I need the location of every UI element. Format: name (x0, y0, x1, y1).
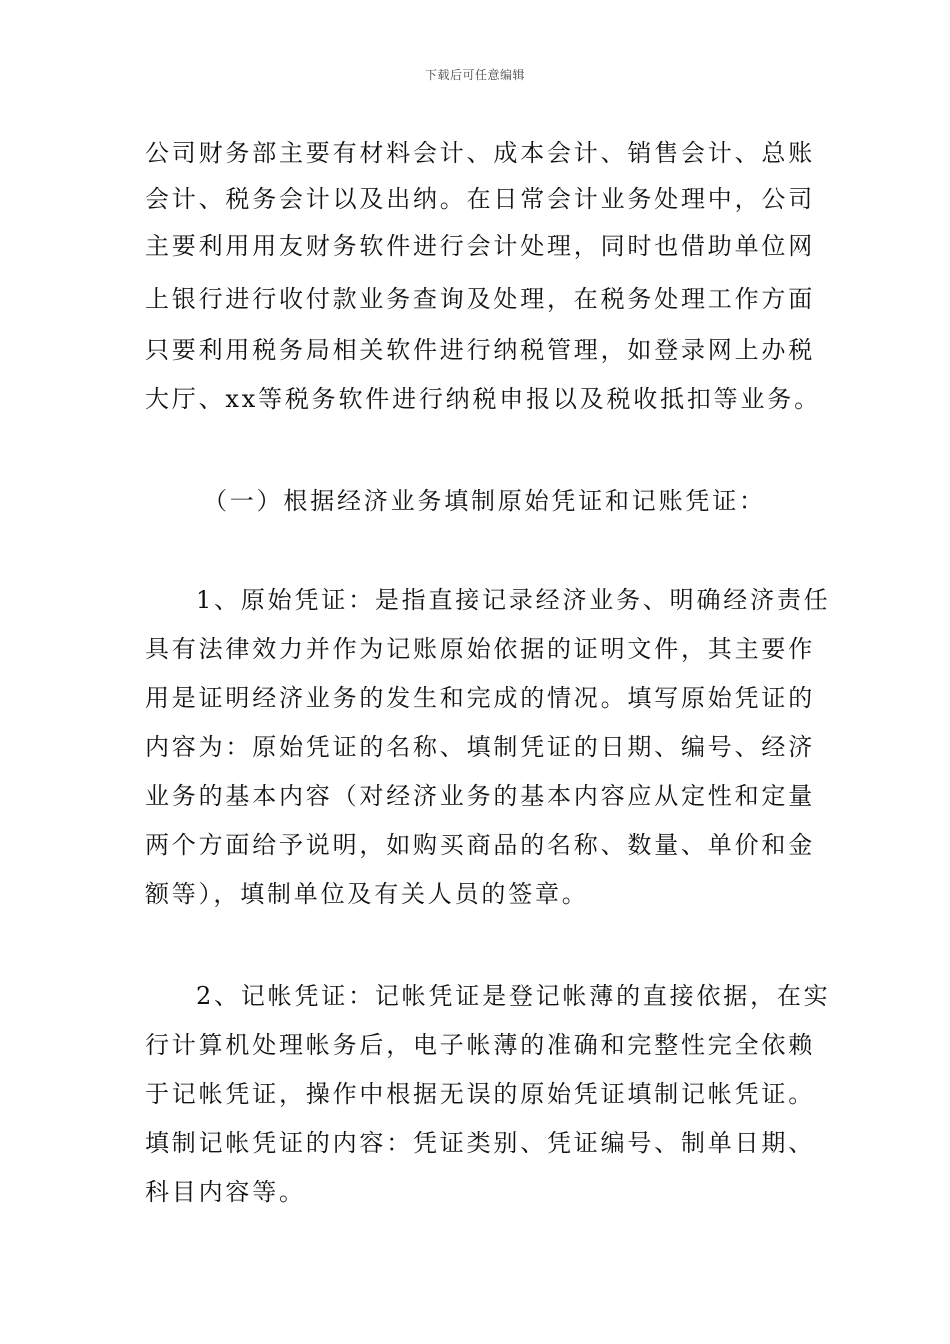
paragraph-line: 2、记帐凭证：记帐凭证是登记帐薄的直接依据，在实 (196, 982, 831, 1010)
paragraph-line: 公司财务部主要有材料会计、成本会计、销售会计、总账 (145, 139, 815, 167)
paragraph-line: 大厅、xx等税务软件进行纳税申报以及税收抵扣等业务。 (145, 385, 821, 413)
paragraph-line: 只要利用税务局相关软件进行纳税管理，如登录网上办税 (145, 336, 815, 364)
paragraph-line: 业务的基本内容（对经济业务的基本内容应从定性和定量 (145, 782, 815, 810)
paragraph-line: 1、原始凭证：是指直接记录经济业务、明确经济责任 (196, 586, 831, 614)
paragraph-line: 上银行进行收付款业务查询及处理，在税务处理工作方面 (145, 285, 815, 313)
paragraph-line: 科目内容等。 (145, 1178, 306, 1206)
section-heading: （一）根据经济业务填制原始凭证和记账凭证： (203, 487, 766, 515)
paragraph-line: 会计、税务会计以及出纳。在日常会计业务处理中，公司 (145, 185, 815, 213)
paragraph-line: 内容为：原始凭证的名称、填制凭证的日期、编号、经济 (145, 733, 815, 761)
paragraph-line: 行计算机处理帐务后，电子帐薄的准确和完整性完全依赖 (145, 1031, 815, 1059)
paragraph-line: 于记帐凭证，操作中根据无误的原始凭证填制记帐凭证。 (145, 1080, 815, 1108)
paragraph-line: 主要利用用友财务软件进行会计处理，同时也借助单位网 (145, 232, 815, 260)
paragraph-line: 具有法律效力并作为记账原始依据的证明文件，其主要作 (145, 635, 815, 663)
paragraph-line: 额等），填制单位及有关人员的签章。 (145, 880, 589, 908)
header-note: 下载后可任意编辑 (424, 68, 525, 82)
paragraph-line: 用是证明经济业务的发生和完成的情况。填写原始凭证的 (145, 684, 815, 712)
paragraph-line: 填制记帐凭证的内容：凭证类别、凭证编号、制单日期、 (145, 1129, 815, 1157)
paragraph-line: 两个方面给予说明，如购买商品的名称、数量、单价和金 (145, 831, 815, 859)
